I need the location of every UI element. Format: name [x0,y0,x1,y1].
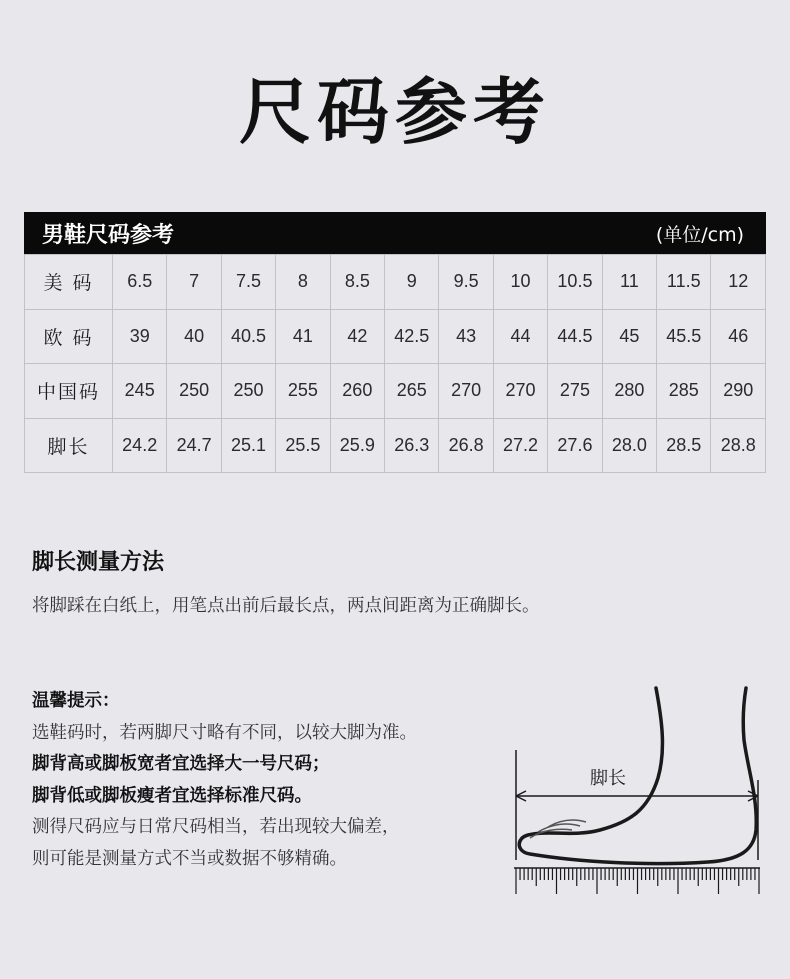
table-row [25,309,766,364]
table-heading: 男鞋尺码参考 [42,222,175,248]
table-cell: 24.2 [113,418,167,473]
table-cell: 27.6 [548,418,602,473]
table-cell: 270 [439,364,493,419]
table-cell: 39 [113,309,167,364]
table-cell: 275 [548,364,602,419]
table-cell: 26.8 [439,418,493,473]
table-cell: 280 [602,364,656,419]
tips-section [32,686,502,875]
table-cell: 46 [711,309,766,364]
table-header [24,212,766,254]
table-cell: 40.5 [221,309,275,364]
tip-line: 脚背低或脚板瘦者宜选择标准尺码。 [32,785,312,806]
table-cell: 11 [602,255,656,310]
table-cell: 28.8 [711,418,766,473]
foot-measure-icon [508,680,768,910]
method-title: 脚长测量方法 [32,550,165,575]
row-label: 脚长 [25,418,113,473]
table-cell: 265 [385,364,439,419]
table-cell: 28.5 [657,418,711,473]
table-cell: 6.5 [113,255,167,310]
tip-line: 温馨提示： [32,691,120,711]
table-cell: 250 [167,364,221,419]
table-cell: 250 [221,364,275,419]
foot-length-label: 脚长 [590,768,626,789]
table-cell: 8.5 [330,255,384,310]
table-cell: 44 [493,309,547,364]
table-cell: 42.5 [385,309,439,364]
tip-line: 则可能是测量方式不当或数据不够精确。 [32,848,347,869]
table-cell: 9 [385,255,439,310]
size-grid [24,254,766,473]
table-cell: 41 [276,309,330,364]
table-row [25,418,766,473]
method-text: 将脚踩在白纸上，用笔点出前后最长点，两点间距离为正确脚长。 [32,596,540,616]
table-cell: 42 [330,309,384,364]
tip-line: 测得尺码应与日常尺码相当，若出现较大偏差， [32,817,400,837]
row-label: 美 码 [25,255,113,310]
table-cell: 285 [657,364,711,419]
table-cell: 26.3 [385,418,439,473]
row-label: 中国码 [25,364,113,419]
table-cell: 24.7 [167,418,221,473]
table-cell: 10 [493,255,547,310]
table-cell: 25.9 [330,418,384,473]
tip-line: 选鞋码时，若两脚尺寸略有不同，以较大脚为准。 [32,722,417,743]
table-row [25,255,766,310]
table-cell: 27.2 [493,418,547,473]
table-cell: 7.5 [221,255,275,310]
table-cell: 255 [276,364,330,419]
table-cell: 245 [113,364,167,419]
table-unit: (单位/cm) [655,223,744,246]
table-row [25,364,766,419]
page-title: 尺码参考 [238,70,551,154]
table-cell: 43 [439,309,493,364]
table-cell: 28.0 [602,418,656,473]
size-table [24,212,766,473]
table-cell: 25.1 [221,418,275,473]
size-grid-body [25,255,766,473]
table-cell: 40 [167,309,221,364]
table-cell: 25.5 [276,418,330,473]
row-label: 欧 码 [25,309,113,364]
table-cell: 8 [276,255,330,310]
table-cell: 9.5 [439,255,493,310]
table-cell: 290 [711,364,766,419]
foot-illustration [508,680,768,910]
table-cell: 270 [493,364,547,419]
table-cell: 44.5 [548,309,602,364]
table-cell: 7 [167,255,221,310]
table-cell: 12 [711,255,766,310]
table-cell: 11.5 [657,255,711,310]
ruler [514,868,760,894]
tip-line: 脚背高或脚板宽者宜选择大一号尺码； [32,754,330,774]
table-cell: 45 [602,309,656,364]
table-cell: 10.5 [548,255,602,310]
table-cell: 260 [330,364,384,419]
table-cell: 45.5 [657,309,711,364]
